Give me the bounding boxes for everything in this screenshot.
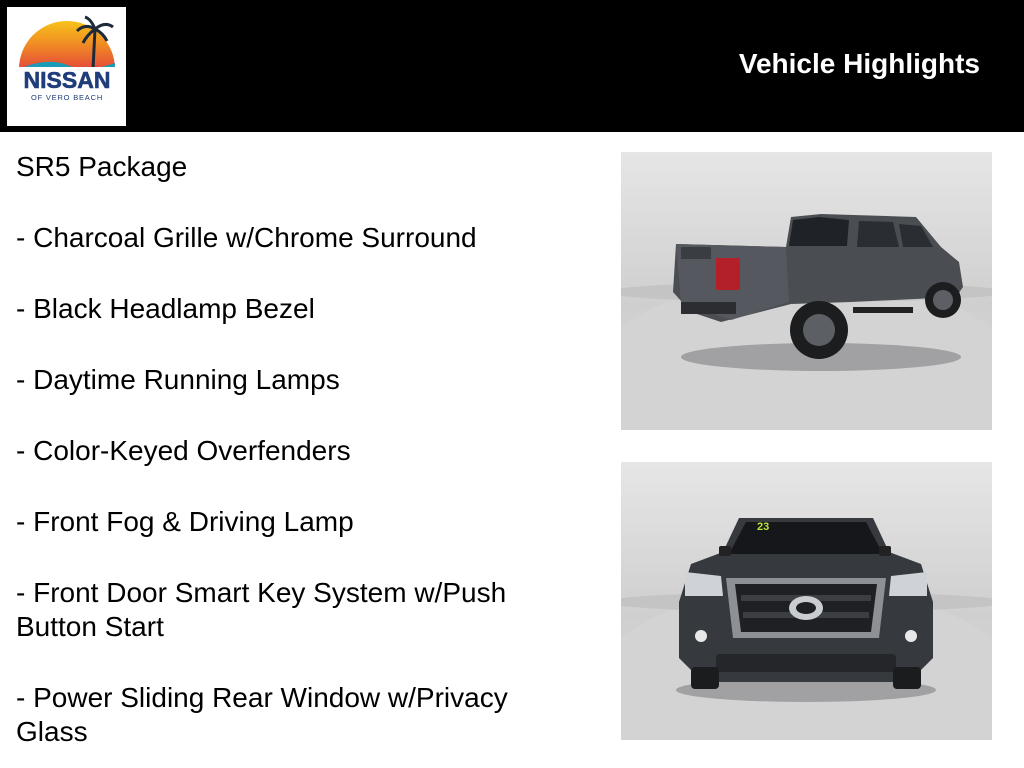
- feature-item: - Black Headlamp Bezel: [16, 293, 315, 324]
- sunset-palm-logo-icon: [7, 7, 126, 126]
- page-title: Vehicle Highlights: [738, 48, 980, 79]
- feature-item: - Color-Keyed Overfenders: [16, 435, 351, 466]
- logo-brand-text: NISSAN: [23, 67, 111, 93]
- feature-item: - Power Sliding Rear Window w/Privacy Glass: [16, 682, 508, 747]
- feature-item: - Front Fog & Driving Lamp: [16, 506, 354, 537]
- highlights-list: [16, 150, 576, 749]
- feature-item: - Front Door Smart Key System w/Push Button Start: [16, 577, 507, 642]
- dealer-logo[interactable]: [7, 7, 126, 126]
- feature-item: - Daytime Running Lamps: [16, 364, 340, 395]
- pickup-truck-rear-icon: [621, 152, 992, 430]
- truck-front-photo[interactable]: [621, 462, 992, 740]
- header-bar: [0, 0, 1024, 132]
- truck-rear-photo[interactable]: [621, 152, 992, 430]
- package-heading: SR5 Package: [16, 151, 188, 182]
- pickup-truck-front-icon: [621, 462, 992, 740]
- feature-item: - Charcoal Grille w/Chrome Surround: [16, 222, 477, 253]
- windshield-sticker: 23: [757, 521, 770, 533]
- logo-sub-text: OF VERO BEACH: [30, 93, 104, 102]
